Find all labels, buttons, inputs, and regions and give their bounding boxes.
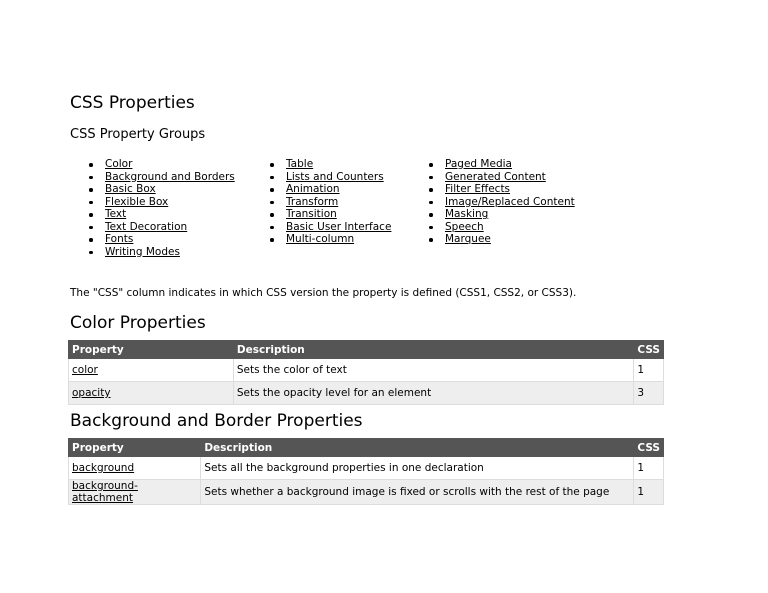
list-item xyxy=(105,171,235,184)
group-link[interactable]: Flexible Box xyxy=(105,195,169,208)
group-link[interactable]: Marquee xyxy=(445,233,491,245)
group-link[interactable]: Color xyxy=(105,158,133,170)
group-link[interactable]: Background and Borders xyxy=(105,170,235,183)
group-link[interactable]: Lists and Counters xyxy=(286,170,384,183)
background-border-properties-table xyxy=(68,438,664,505)
group-link[interactable]: Fonts xyxy=(105,233,134,245)
property-cell xyxy=(69,382,234,405)
group-link[interactable]: Generated Content xyxy=(445,170,546,183)
table-row xyxy=(69,457,664,480)
list-item xyxy=(286,158,391,171)
list-item xyxy=(286,208,391,221)
group-link[interactable]: Speech xyxy=(445,220,484,233)
css-version-note: The "CSS" column indicates in which CSS version the property is defined (CSS1, CSS2, or CSS3). xyxy=(70,287,577,299)
list-item xyxy=(286,171,391,184)
table-row xyxy=(69,359,664,382)
list-item xyxy=(445,208,575,221)
color-properties-table xyxy=(68,340,664,405)
css-column-header: CSS xyxy=(634,439,664,457)
group-link[interactable]: Filter Effects xyxy=(445,183,511,195)
group-link[interactable]: Basic User Interface xyxy=(286,220,392,233)
description-cell: Sets whether a background image is fixed or scrolls with the rest of the page xyxy=(201,480,634,505)
property-link[interactable]: background-attachment xyxy=(72,480,138,504)
list-item xyxy=(286,233,391,246)
description-column-header: Description xyxy=(201,439,634,457)
table-row xyxy=(69,480,664,505)
group-link[interactable]: Transform xyxy=(286,195,339,208)
list-item xyxy=(286,221,391,234)
description-column-header: Description xyxy=(233,341,634,359)
property-link[interactable]: color xyxy=(72,364,98,376)
list-item xyxy=(286,196,391,209)
property-column-header: Property xyxy=(69,439,201,457)
table-header-row xyxy=(69,439,664,457)
property-column-header: Property xyxy=(69,341,234,359)
list-item xyxy=(105,221,235,234)
group-link[interactable]: Table xyxy=(286,158,314,170)
property-cell xyxy=(69,480,201,505)
description-cell: Sets all the background properties in one declaration xyxy=(201,457,634,480)
group-link[interactable]: Multi-column xyxy=(286,233,355,245)
group-link[interactable]: Animation xyxy=(286,183,340,195)
group-link[interactable]: Text Decoration xyxy=(105,220,188,233)
group-link[interactable]: Masking xyxy=(445,208,489,220)
property-cell xyxy=(69,359,234,382)
css-column-header: CSS xyxy=(634,341,664,359)
background-border-properties-heading: Background and Border Properties xyxy=(70,411,363,431)
list-item xyxy=(105,246,235,259)
property-link[interactable]: opacity xyxy=(72,387,111,399)
list-item xyxy=(105,183,235,196)
list-item xyxy=(445,158,575,171)
table-header-row xyxy=(69,341,664,359)
list-item xyxy=(105,196,235,209)
group-list-column-2 xyxy=(286,158,391,246)
group-link[interactable]: Image/Replaced Content xyxy=(445,195,575,208)
list-item xyxy=(445,221,575,234)
css-version-cell: 1 xyxy=(634,480,664,505)
css-version-cell: 3 xyxy=(634,382,664,405)
list-item xyxy=(286,183,391,196)
description-cell: Sets the color of text xyxy=(233,359,634,382)
property-cell xyxy=(69,457,201,480)
group-link[interactable]: Basic Box xyxy=(105,183,156,195)
list-item xyxy=(445,171,575,184)
group-link[interactable]: Transition xyxy=(286,208,337,220)
list-item xyxy=(445,196,575,209)
list-item xyxy=(445,233,575,246)
groups-heading: CSS Property Groups xyxy=(70,127,206,142)
group-list-column-3 xyxy=(445,158,575,246)
group-link[interactable]: Text xyxy=(105,208,127,220)
css-version-cell: 1 xyxy=(634,359,664,382)
list-item xyxy=(445,183,575,196)
color-properties-heading: Color Properties xyxy=(70,313,206,333)
group-list-column-1 xyxy=(105,158,235,258)
page-title: CSS Properties xyxy=(70,93,195,113)
group-link[interactable]: Paged Media xyxy=(445,158,512,170)
css-version-cell: 1 xyxy=(634,457,664,480)
description-cell: Sets the opacity level for an element xyxy=(233,382,634,405)
list-item xyxy=(105,208,235,221)
property-link[interactable]: background xyxy=(72,462,135,474)
table-row xyxy=(69,382,664,405)
list-item xyxy=(105,233,235,246)
list-item xyxy=(105,158,235,171)
group-link[interactable]: Writing Modes xyxy=(105,245,180,258)
